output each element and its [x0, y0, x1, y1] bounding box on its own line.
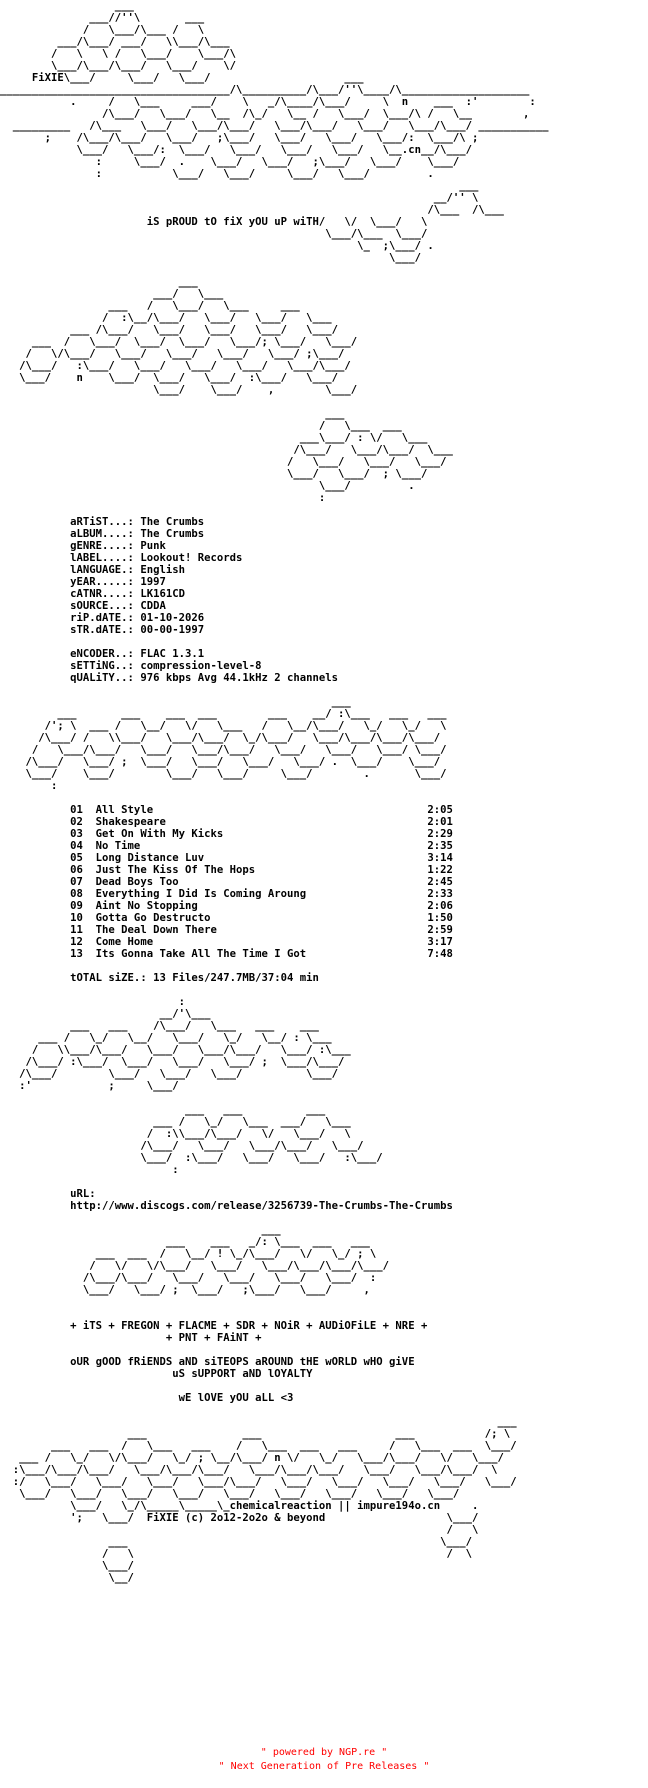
- nfo-line: ___ / \_/ \__/ \___/ \_/ \__/ : \___: [0, 1032, 332, 1044]
- nfo-line: [0, 984, 648, 996]
- nfo-line: __/'' \: [0, 192, 479, 204]
- nfo-line: ___ ___ / \__/ ! \_/\___/ \/ \_/ ; \: [0, 1248, 377, 1260]
- nfo-line: / :\\___/\___/ \/ \___/ \: [0, 1128, 351, 1140]
- nfo-line: tOTAL siZE.: 13 Files/247.7MB/37:04 min: [0, 972, 319, 984]
- nfo-line: sETTiNG..: compression-level-8: [0, 660, 262, 672]
- nfo-line: /\___/ \___/\___/ \___: [0, 444, 453, 456]
- nfo-line: /\___/ \___/ \___/ \___/ \___/: [0, 1068, 339, 1080]
- nfo-line: \___/\___/\___/ \___/ \/: [0, 60, 236, 72]
- nfo-line: 05 Long Distance Luv 3:14: [0, 852, 453, 864]
- nfo-line: ___ ___ ___: [0, 1104, 326, 1116]
- nfo-line: [0, 792, 648, 804]
- nfo-line: /\___/ / \\___/ \___/\___/ \_/\___/ \___/\___/\___/\___/: [0, 732, 441, 744]
- nfo-line: FiXIE\___/ \___/ \___/ ___: [0, 72, 364, 84]
- nfo-line: 11 The Deal Down There 2:59: [0, 924, 453, 936]
- nfo-line: ___ /\___/ \___/ \___/ \___/ \___/: [0, 324, 339, 336]
- nfo-line: ___ ___ ___ ___ ___ __/ :\___ ___ ___: [0, 708, 447, 720]
- nfo-line: ___: [0, 1416, 517, 1428]
- nfo-line: ___ ___ / \___ ___ / \___ ___ ___ / \___ ___ \___/: [0, 1440, 517, 1452]
- nfo-line: ___ ___ /\___/ \___ ___ ___: [0, 1020, 319, 1032]
- nfo-line: wE lOVE yOU aLL <3: [0, 1392, 294, 1404]
- footer-powered-by: " powered by NGP.re ": [260, 1747, 388, 1758]
- nfo-line: :/ \___/ \___/ \___/ \___/\___/ \___/ \___/ \___/ \___/ \___/: [0, 1476, 517, 1488]
- nfo-line: ____________________________________/\__________/\___/''\____/\____________________: [0, 84, 530, 96]
- nfo-line: / \: [0, 1524, 479, 1536]
- nfo-line: oUR gOOD fRiENDS aND siTEOPS aROUND tHE wORLD wHO giVE: [0, 1356, 415, 1368]
- nfo-line: ___: [0, 1224, 281, 1236]
- nfo-line: \___/ .: [0, 480, 415, 492]
- nfo-line: \___/ \___/: \___/ \___/ \___/ \___/ \__.cn__/\___/: [0, 144, 472, 156]
- nfo-line: [0, 1344, 648, 1356]
- nfo-line: / \/ \/\___/ \___/ \___/\___/\___/\___/: [0, 1260, 390, 1272]
- nfo-line: \___/: [0, 252, 421, 264]
- nfo-line: [0, 1212, 648, 1224]
- nfo-line: . / \___ ___/ \ _/\____/\___/ \ n ___ :' :: [0, 96, 536, 108]
- nfo-line: :' ; \___/: [0, 1080, 179, 1092]
- nfo-line: 06 Just The Kiss Of The Hops 1:22: [0, 864, 453, 876]
- nfo-line: /\___/\___/ \___/ \___/ \___/ \___/ :: [0, 1272, 377, 1284]
- nfo-line: [0, 396, 648, 408]
- nfo-line: :: [0, 492, 326, 504]
- nfo-line: cATNR....: LK161CD: [0, 588, 185, 600]
- nfo-line: __/'\___: [0, 1008, 211, 1020]
- nfo-line: /\___/ \___/ \__ /\_/ \__ / \___/ \___/\ / \__ ,: [0, 108, 530, 120]
- nfo-line: yEAR.....: 1997: [0, 576, 166, 588]
- nfo-line: /\___ /\___: [0, 204, 504, 216]
- nfo-line: \_ ;\___/ .: [0, 240, 434, 252]
- nfo-line: ___ / \_/ \/\___/ \_/ ; \__/\___/ n \/ \_/ \___/\___/ \/ \___/: [0, 1452, 504, 1464]
- nfo-line: /\___/ :\___/ \___/ \___/ \___/ \___/\___/: [0, 360, 351, 372]
- nfo-line: ___ \___/: [0, 1536, 472, 1548]
- nfo-line: ___: [0, 180, 479, 192]
- nfo-line: \___/: [0, 1560, 134, 1572]
- nfo-line: :\___/\___/\___/ \___/\___/\___/ \___/\___/\___/ \___/ \___/\___/ \: [0, 1464, 498, 1476]
- nfo-line: + PNT + FAiNT +: [0, 1332, 262, 1344]
- nfo-line: / \___/\___ / \: [0, 24, 205, 36]
- nfo-line: 07 Dead Boys Too 2:45: [0, 876, 453, 888]
- nfo-line: \___/ \___/ , \___/: [0, 384, 358, 396]
- nfo-line: /\___/ \___/ ; \___/ \___/ \___/ \___/ . \___/ \___/: [0, 756, 441, 768]
- nfo-line: ___: [0, 0, 134, 12]
- nfo-line: [0, 264, 648, 276]
- nfo-line: : \___/ \___/ \___/ \___/ .: [0, 168, 434, 180]
- nfo-line: / \\___/\___/ \___/ \___/\___/ \___/ :\___: [0, 1044, 351, 1056]
- nfo-line: :: [0, 780, 58, 792]
- nfo-line: \__/: [0, 1572, 134, 1584]
- nfo-line: ___: [0, 696, 351, 708]
- nfo-line: 10 Gotta Go Destructo 1:50: [0, 912, 453, 924]
- nfo-line: [0, 960, 648, 972]
- nfo-line: \___/ n \___/ \___/ \___/ :\___/ \___/: [0, 372, 339, 384]
- nfo-line: ___ ___ ___ /; \: [0, 1428, 511, 1440]
- nfo-line: sTR.dATE.: 00-00-1997: [0, 624, 205, 636]
- nfo-line: 09 Aint No Stopping 2:06: [0, 900, 453, 912]
- nfo-line: \___/ \___/ ; \___/ ;\___/ \___/ ,: [0, 1284, 370, 1296]
- footer-tagline: " Next Generation of Pre Releases ": [218, 1761, 430, 1772]
- nfo-line: :: [0, 996, 185, 1008]
- nfo-line: uS sUPPORT aND lOYALTY: [0, 1368, 313, 1380]
- nfo-line: http://www.discogs.com/release/3256739-The-Crumbs-The-Crumbs: [0, 1200, 453, 1212]
- nfo-line: aRTiST...: The Crumbs: [0, 516, 205, 528]
- nfo-line: eNCODER..: FLAC 1.3.1: [0, 648, 205, 660]
- nfo-line: \___/ :\___/ \___/ \___/ :\___/: [0, 1152, 383, 1164]
- nfo-line: \___/ \_/\_____\_____\_chemicalreaction || impure194o.cn .: [0, 1500, 479, 1512]
- nfo-line: 01 All Style 2:05: [0, 804, 453, 816]
- nfo-line: [0, 1404, 648, 1416]
- nfo-line: / \___ ___: [0, 420, 402, 432]
- nfo-line: ___\___/ : \/ \___: [0, 432, 428, 444]
- nfo-line: /\___/ \___/ \___/\___/ \___/: [0, 1140, 364, 1152]
- nfo-line: [0, 1380, 648, 1392]
- nfo-line: qUALiTY..: 976 kbps Avg 44.1kHz 2 channels: [0, 672, 339, 684]
- nfo-line: 08 Everything I Did Is Coming Aroung 2:33: [0, 888, 453, 900]
- nfo-line: 02 Shakespeare 2:01: [0, 816, 453, 828]
- nfo-line: [0, 684, 648, 696]
- nfo-line: ___: [0, 408, 345, 420]
- nfo-line: _________ /\___ \___/ \___/\___/ \___/\___/ \___/ \___/\___/ ___________: [0, 120, 549, 132]
- nfo-line: lANGUAGE.: English: [0, 564, 185, 576]
- nfo-line: : \___/ . \___/ \___/ ;\___/ \___/ \___/: [0, 156, 460, 168]
- nfo-line: [0, 504, 648, 516]
- nfo-line: [0, 1092, 648, 1104]
- nfo-line: ___ / \___/ \___/ \___/ \___/; \___/ \___/: [0, 336, 358, 348]
- nfo-line: / \ / \: [0, 1548, 472, 1560]
- nfo-line: ___/ \___: [0, 288, 224, 300]
- nfo-line: ___/\___/ ___/ \\___/\___: [0, 36, 230, 48]
- nfo-line: /'; \ ___ / \__/ \/ \___ / \__/\___/ \_/ \_/ \: [0, 720, 447, 732]
- nfo-line: / \___/ \___/ \___/: [0, 456, 447, 468]
- nfo-line: uRL:: [0, 1188, 96, 1200]
- nfo-line: / \ \ / \___/ \___/\: [0, 48, 236, 60]
- nfo-line: ; /\___/\___/ \___/ ;\___/ \___/ \___/ \___/: \___/\ ;: [0, 132, 479, 144]
- nfo-line: lABEL....: Lookout! Records: [0, 552, 243, 564]
- nfo-line: ___ / \___/ \___ ___: [0, 300, 300, 312]
- nfo-line: \___/ \___/ \___/ \___/ \___/ \___/ \___/ \___/ \___/: [0, 1488, 460, 1500]
- nfo-line: riP.dATE.: 01-10-2026: [0, 612, 205, 624]
- nfo-line: gENRE....: Punk: [0, 540, 166, 552]
- nfo-line: 13 Its Gonna Take All The Time I Got 7:48: [0, 948, 453, 960]
- nfo-line: [0, 1296, 648, 1308]
- nfo-line: ___ / \_/ \___ ___/ \___: [0, 1116, 351, 1128]
- nfo-line: '; \___/ FiXIE (c) 2o12-2o2o & beyond \___/: [0, 1512, 479, 1524]
- footer: [0, 1746, 648, 1774]
- nfo-line: ___ ___ _/: \___ ___ ___: [0, 1236, 370, 1248]
- nfo-line: /\___/ :\___/ \___/ \___/ \___/ ; \___/\___/: [0, 1056, 345, 1068]
- nfo-line: \___/\___ \___/: [0, 228, 428, 240]
- nfo-line: ___//''\ ___: [0, 12, 205, 24]
- nfo-line: sOURCE...: CDDA: [0, 600, 166, 612]
- nfo-line: / \___/\___/ \___/ \___/\___/ \___/ \___/ \___/ \___/: [0, 744, 447, 756]
- nfo-line: 03 Get On With My Kicks 2:29: [0, 828, 453, 840]
- nfo-line: [0, 636, 648, 648]
- nfo-line: [0, 1308, 648, 1320]
- nfo-line: + iTS + FREGON + FLACME + SDR + NOiR + AUDiOFiLE + NRE +: [0, 1320, 428, 1332]
- nfo-line: [0, 1176, 648, 1188]
- nfo-line: aLBUM....: The Crumbs: [0, 528, 205, 540]
- nfo-line: 04 No Time 2:35: [0, 840, 453, 852]
- nfo-line: 12 Come Home 3:17: [0, 936, 453, 948]
- nfo-line: \___/ \___/ \___/ \___/ \___/ . \___/: [0, 768, 447, 780]
- nfo-line: iS pROUD tO fiX yOU uP wiTH/ \/ \___/ \: [0, 216, 428, 228]
- nfo-line: \___/ \___/ ; \___/: [0, 468, 428, 480]
- nfo-line: :: [0, 1164, 179, 1176]
- nfo-line: ___: [0, 276, 198, 288]
- nfo-line: / :\__/\___/ \___/ \___/ \___: [0, 312, 332, 324]
- nfo-line: / \/\___/ \___/ \___/ \___/ \___/ ;\___/: [0, 348, 345, 360]
